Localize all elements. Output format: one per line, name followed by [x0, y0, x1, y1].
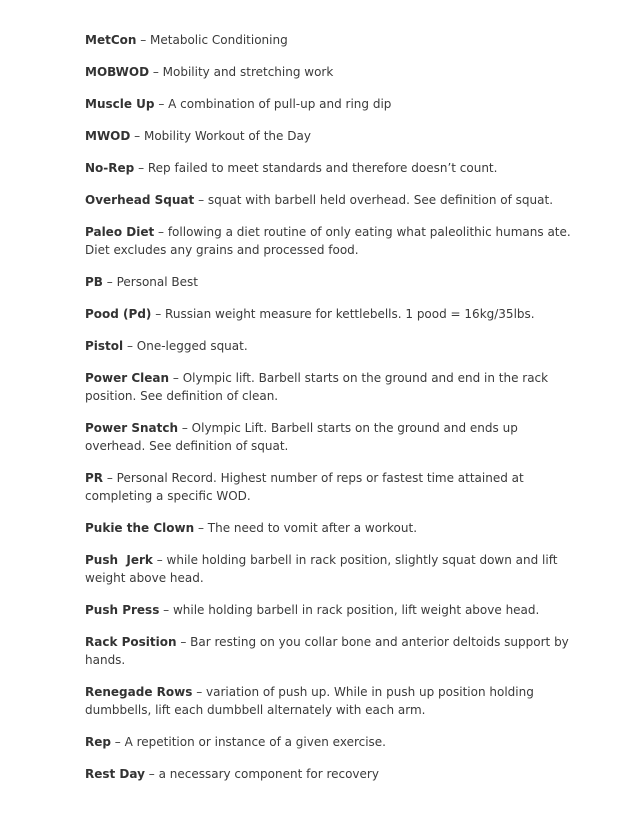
glossary-entry [85, 159, 575, 177]
glossary-definition: – The need to vomit after a workout. [194, 521, 418, 535]
glossary-definition: – Russian weight measure for kettlebells. 1 pood = 16kg/35lbs. [151, 307, 535, 321]
glossary-definition: – Mobility and stretching work [149, 65, 334, 79]
glossary-entry [85, 419, 575, 455]
glossary-term: Rest Day [85, 767, 145, 781]
glossary-definition: – squat with barbell held overhead. See definition of squat. [194, 193, 554, 207]
glossary-definition: – following a diet routine of only eating what paleolithic humans ate. Diet excludes any grains and processed food. [85, 225, 571, 257]
glossary-definition: – while holding barbell in rack position, slightly squat down and lift weight above head. [85, 553, 558, 585]
glossary-entry [85, 191, 575, 209]
glossary-entry [85, 683, 575, 719]
glossary-definition: – One-legged squat. [123, 339, 248, 353]
glossary-entry [85, 633, 575, 669]
glossary-definition: – Bar resting on you collar bone and anterior deltoids support by hands. [85, 635, 569, 667]
glossary-entry [85, 551, 575, 587]
glossary-term: Renegade Rows [85, 685, 193, 699]
glossary-definition: – A combination of pull-up and ring dip [154, 97, 392, 111]
glossary-term: MOBWOD [85, 65, 150, 79]
glossary-term: Pistol [85, 339, 124, 353]
glossary-definition: – A repetition or instance of a given exercise. [110, 735, 386, 749]
glossary-term: Power Snatch [85, 421, 179, 435]
glossary-entry [85, 127, 575, 145]
glossary-term: PB [85, 275, 103, 289]
glossary-term: Rack Position [85, 635, 177, 649]
glossary-entry [85, 305, 575, 323]
glossary-term: Overhead Squat [85, 193, 195, 207]
glossary-entry [85, 469, 575, 505]
glossary-definition: – Rep failed to meet standards and therefore doesn’t count. [134, 161, 498, 175]
glossary-entry [85, 733, 575, 751]
glossary-entry [85, 223, 575, 259]
glossary-entry [85, 369, 575, 405]
glossary-term: Paleo Diet [85, 225, 155, 239]
glossary-term: Push Press [85, 603, 160, 617]
glossary-entry [85, 31, 575, 49]
glossary-term: No-Rep [85, 161, 135, 175]
glossary-definition: – while holding barbell in rack position, lift weight above head. [159, 603, 540, 617]
glossary-entry [85, 337, 575, 355]
glossary-definition: – Metabolic Conditioning [136, 33, 288, 47]
glossary-term: Pukie the Clown [85, 521, 195, 535]
glossary-term: Power Clean [85, 371, 170, 385]
glossary-entry [85, 765, 575, 783]
glossary-term: MetCon [85, 33, 137, 47]
glossary-definition: – Mobility Workout of the Day [130, 129, 311, 143]
glossary-definition: – Olympic Lift. Barbell starts on the ground and ends up overhead. See definition of squat. [85, 421, 518, 453]
glossary-term: Push Jerk [85, 553, 153, 567]
glossary-term: Pood (Pd) [85, 307, 152, 321]
glossary-list [85, 31, 575, 797]
glossary-term: PR [85, 471, 104, 485]
glossary-definition: – Personal Best [102, 275, 198, 289]
glossary-definition: – Personal Record. Highest number of reps or fastest time attained at completing a specific WOD. [85, 471, 524, 503]
glossary-entry [85, 519, 575, 537]
glossary-term: MWOD [85, 129, 131, 143]
glossary-term: Rep [85, 735, 111, 749]
glossary-entry [85, 95, 575, 113]
glossary-entry [85, 601, 575, 619]
glossary-entry [85, 273, 575, 291]
glossary-entry [85, 63, 575, 81]
glossary-definition: – Olympic lift. Barbell starts on the ground and end in the rack position. See definition of clean. [85, 371, 549, 403]
glossary-term: Muscle Up [85, 97, 155, 111]
glossary-definition: – a necessary component for recovery [144, 767, 379, 781]
glossary-definition: – variation of push up. While in push up position holding dumbbells, lift each dumbbell alternately with each arm. [85, 685, 534, 717]
